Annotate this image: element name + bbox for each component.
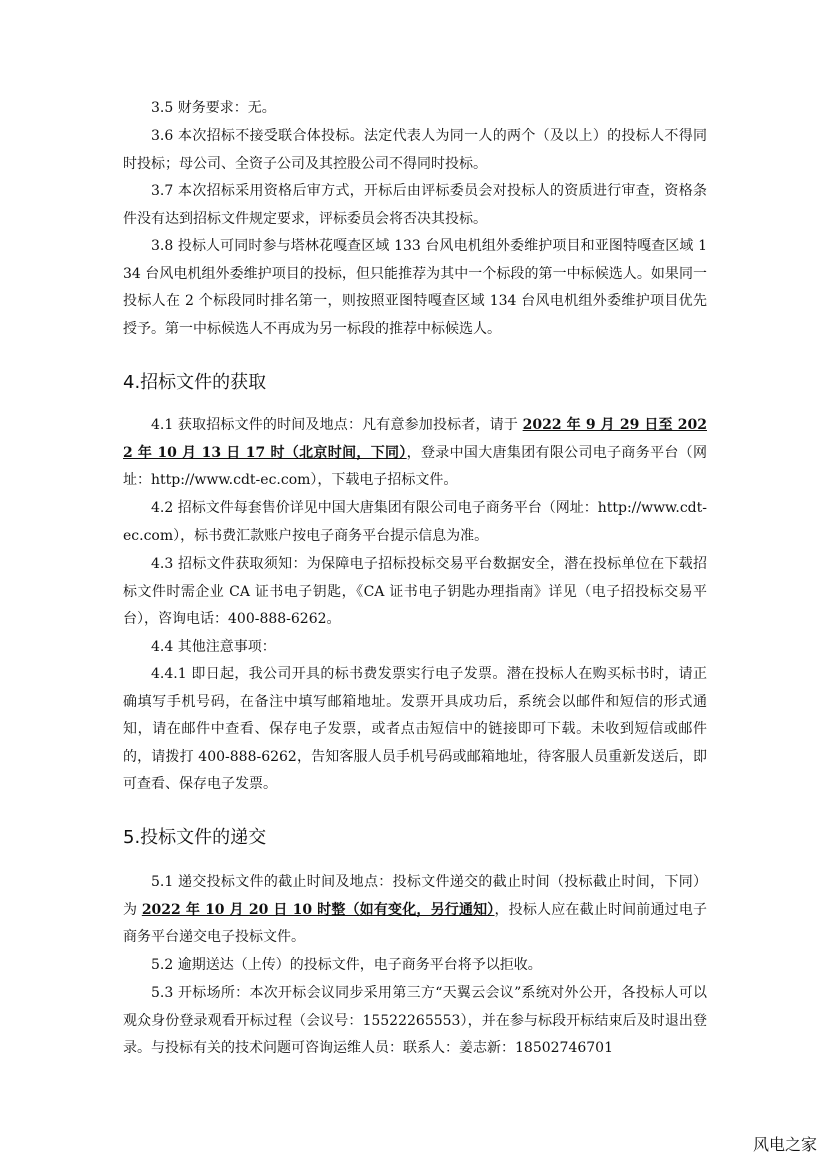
paragraph-4-1 bbox=[123, 412, 707, 495]
paragraph-5-2: 5.2 逾期送达（上传）的投标文件，电子商务平台将予以拒收。 bbox=[151, 957, 542, 973]
paragraph-5-3: 5.3 开标场所：本次开标会议同步采用第三方“天翼云会议”系统对外公开，各投标人可以观众身份登录观看开标过程（会议号：15522265553），并在参与标段开标结束后及时退出登录。与投标有关的技术问题可咨询运维人员：联系人：姜志新：18502746701 bbox=[123, 985, 707, 1056]
section-5-heading: 5.投标文件的递交 bbox=[123, 827, 267, 848]
section-4-heading: 4.招标文件的获取 bbox=[123, 372, 267, 393]
paragraph-5-1 bbox=[123, 869, 707, 952]
paragraph-4-3: 4.3 招标文件获取须知：为保障电子招标投标交易平台数据安全，潜在投标单位在下载招标文件时需企业 CA 证书电子钥匙，《CA 证书电子钥匙办理指南》详见（电子招投标交易平台），咨询电话：400-888-6262。 bbox=[123, 556, 707, 627]
watermark-logo-text: 风电之家 bbox=[752, 1135, 817, 1154]
paragraph-4-2: 4.2 招标文件每套售价详见中国大唐集团有限公司电子商务平台（网址：http://www.cdt-ec.com），标书费汇款账户按电子商务平台提示信息为准。 bbox=[123, 500, 707, 544]
paragraph-3-7: 3.7 本次招标采用资格后审方式，开标后由评标委员会对投标人的资质进行审查，资格条件没有达到招标文件规定要求，评标委员会将否决其投标。 bbox=[123, 183, 707, 227]
paragraph-3-8: 3.8 投标人可同时参与塔林花嘎查区域 133 台风电机组外委维护项目和亚图特嘎查区域 134 台风电机组外委维护项目的投标，但只能推荐为其中一个标段的第一中标候选人。如果同一投标人在 2 个标段同时排名第一，则按照亚图特嘎查区域 134 台风电机组外委维护项目优先授予。第一中标候选人不再成为另一标段的推荐中标候选人。 bbox=[123, 238, 707, 337]
paragraph-5-1-deadline: 2022 年 10 月 20 日 10 时整（如有变化，另行通知） bbox=[141, 901, 495, 918]
paragraph-4-4: 4.4 其他注意事项： bbox=[151, 639, 276, 655]
paragraph-5-1-lead: 5.1 递交投标文件的截止时间及地点：投标文件递交的截止时间（投标截止时间，下同）为 bbox=[123, 874, 707, 918]
paragraph-3-5: 3.5 财务要求：无。 bbox=[151, 100, 276, 116]
paragraph-3-6: 3.6 本次招标不接受联合体投标。法定代表人为同一人的两个（及以上）的投标人不得同时投标；母公司、全资子公司及其控股公司不得同时投标。 bbox=[123, 128, 707, 172]
paragraph-4-1-lead: 4.1 获取招标文件的时间及地点：凡有意参加投标者，请于 bbox=[151, 417, 523, 433]
paragraph-4-1-tail: ，登录中国大唐集团有限公司电子商务平台（网址：http://www.cdt-ec.com），下载电子招标文件。 bbox=[123, 444, 707, 488]
paragraph-4-1-deadline: 2022 年 9 月 29 日至 2022 年 10 月 13 日 17 时（北京时间，下同） bbox=[123, 417, 707, 461]
paragraph-5-1-tail: ，投标人应在截止时间前通过电子商务平台递交电子投标文件。 bbox=[123, 901, 708, 945]
paragraph-4-4-1: 4.4.1 即日起，我公司开具的标书费发票实行电子发票。潜在投标人在购买标书时，请正确填写手机号码，在备注中填写邮箱地址。发票开具成功后，系统会以邮件和短信的形式通知，请在邮件中查看、保存电子发票，或者点击短信中的链接即可下载。未收到短信或邮件的，请拨打 400-888-6262，告知客服人员手机号码或邮箱地址，待客服人员重新发送后，即可查看、保存电子发票。 bbox=[123, 666, 707, 792]
